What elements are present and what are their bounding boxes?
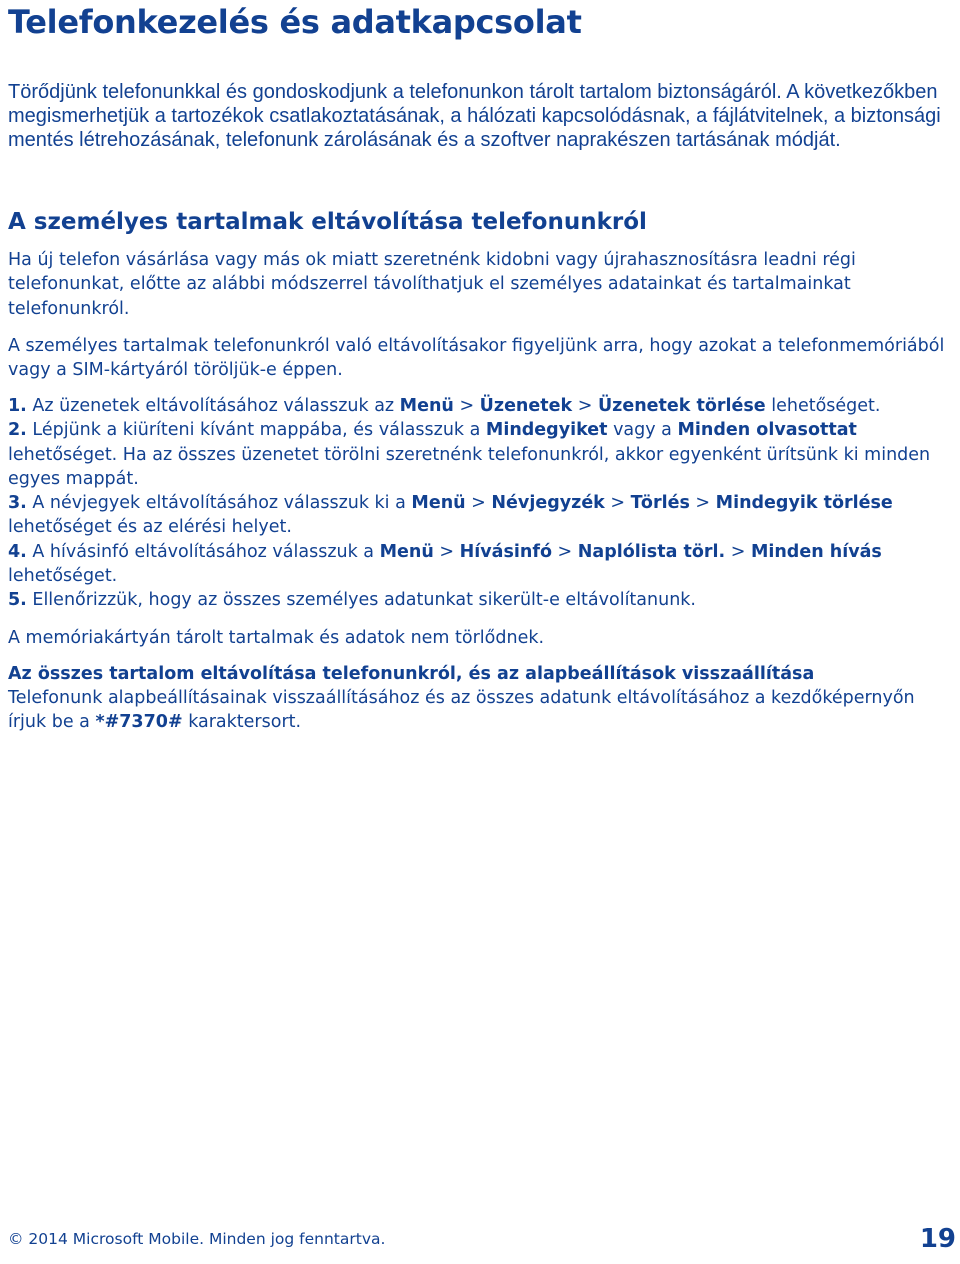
path-separator: > [433,541,460,562]
step-text: A hívásinfó eltávolításához válasszuk a [26,541,380,562]
reset-paragraph [8,686,952,735]
menu-path-item: Hívásinfó [459,541,552,562]
step-text: Az üzenetek eltávolításához válasszuk az [26,396,400,416]
step-number: 3. [8,493,27,514]
reset-text-end: karaktersort. [182,712,302,733]
step-item-4 [8,540,952,589]
menu-path-item: Névjegyzék [491,493,605,514]
path-separator: > [604,493,631,514]
path-separator: > [453,396,480,416]
menu-path-item: Naplólista törl. [577,541,726,562]
intro-paragraph: Törődjünk telefonunkkal és gondoskodjunk a telefonunkon tárolt tartalom biztonságáról. A következőkben megismerhetjük a tartozékok csatlakoztatásának, a hálózati kapcsolódásnak, a fájlátvitelnek, a biztonsági mentés létrehozásának, telefonunk zárolásának és a szoftver naprakészen tartásának módját. [8,81,941,151]
step-text: lehetőséget. [8,566,118,587]
menu-option: Minden olvasottat [677,420,857,441]
step-text: Lépjünk a kiüríteni kívánt mappába, és válasszuk a [26,420,486,441]
step-text: lehetőséget. Ha az összes üzenetet törölni szeretnénk telefonunkról, akkor egyenként ürítsünk ki minden egyes mappát. [8,444,931,489]
reset-subheading: Az összes tartalom eltávolítása telefonunkról, és az alapbeállítások visszaállítása [8,664,815,684]
menu-path-item: Üzenetek törlése [597,396,766,416]
step-text: Ellenőrizzük, hogy az összes személyes adatunkat sikerült-e eltávolítanunk. [26,590,696,611]
page-title: Telefonkezelés és adatkapcsolat [8,3,582,41]
reset-text: Telefonunk alapbeállításainak visszaállításához és az összes adatunk eltávolításához a kezdőképernyőn írjuk be a [8,688,915,733]
step-text: vagy a [607,420,678,441]
removal-steps-list [8,394,952,613]
removal-reason-paragraph: Ha új telefon vásárlása vagy más ok miatt szeretnénk kidobni vagy újrahasznosításra leadni régi telefonunkat, előtte az alábbi módszerrel távolíthatjuk el személyes adatainkat és tartalmainkat telefonunkról. [8,250,856,319]
step-text: lehetőséget és az elérési helyet. [8,517,292,538]
step-item-2 [8,418,952,491]
path-separator: > [689,493,716,514]
page-number: 19 [919,1224,956,1254]
menu-option: Mindegyiket [485,420,608,441]
path-separator: > [572,396,598,416]
menu-path-item: Minden hívás [750,541,882,562]
path-separator: > [551,541,578,562]
path-separator: > [465,493,492,514]
menu-path-item: Menü [399,396,454,416]
menu-path-item: Mindegyik törlése [715,493,893,514]
step-number: 4. [8,541,27,562]
menu-path-item: Törlés [630,493,690,514]
step-item-1 [8,394,952,418]
step-number: 2. [8,420,27,441]
step-item-5 [8,588,952,612]
step-item-3 [8,491,952,540]
reset-code: *#7370# [95,712,183,733]
path-separator: > [725,541,751,562]
step-text: lehetőséget. [765,396,881,416]
memory-card-note: A memóriakártyán tárolt tartalmak és adatok nem törlődnek. [8,628,545,648]
menu-path-item: Menü [411,493,466,514]
step-text: A névjegyek eltávolításához válasszuk ki a [26,493,412,514]
menu-path-item: Üzenetek [479,396,573,416]
menu-path-item: Menü [379,541,434,562]
removal-caution-paragraph: A személyes tartalmak telefonunkról való eltávolításakor figyeljünk arra, hogy azokat a telefonmemóriából vagy a SIM-kártyáról töröljük-e éppen. [8,336,945,381]
step-number: 1. [8,396,27,416]
section-heading: A személyes tartalmak eltávolítása telefonunkról [8,209,647,235]
footer-copyright: © 2014 Microsoft Mobile. Minden jog fenntartva. [8,1230,386,1248]
step-number: 5. [8,590,27,611]
